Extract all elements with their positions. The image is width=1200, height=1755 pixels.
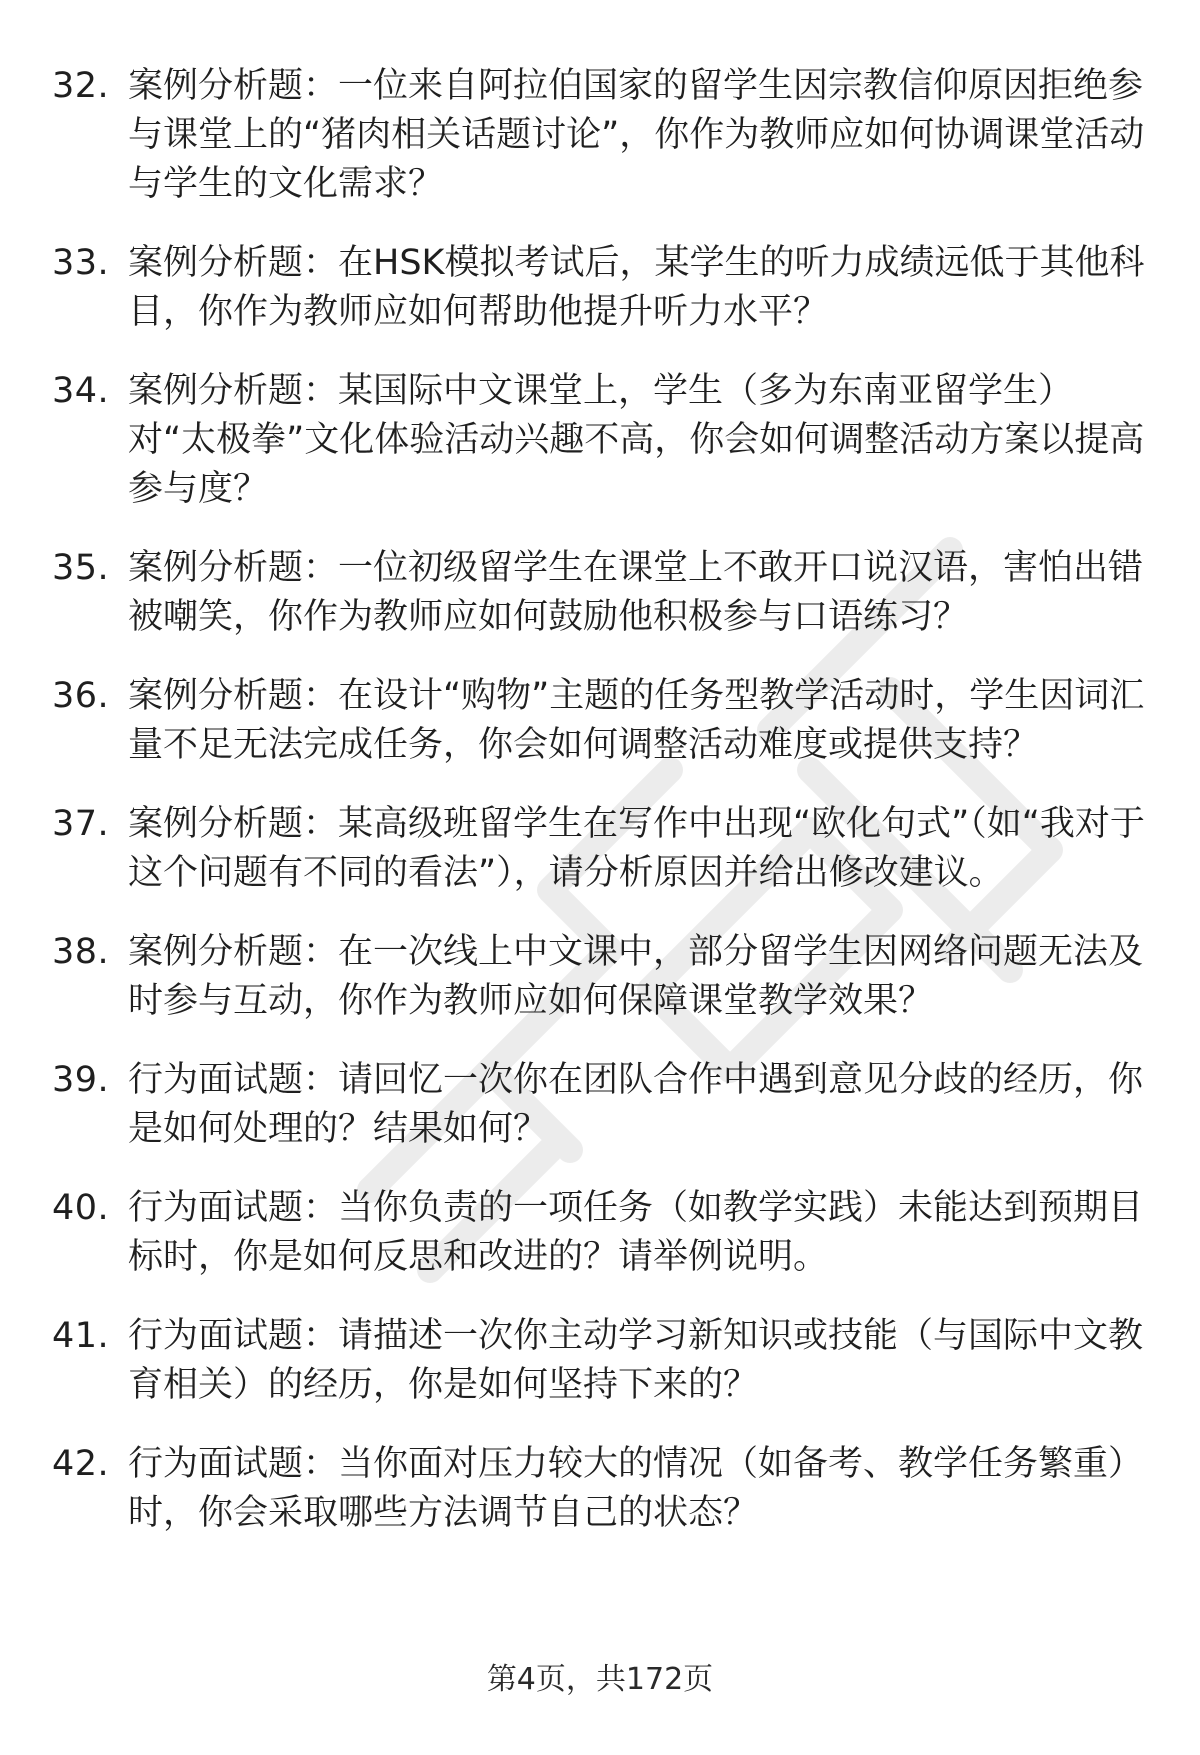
question-text: 案例分析题：在HSK模拟考试后，某学生的听力成绩远低于其他科目，你作为教师应如何帮助他提升听力水平？	[128, 243, 1145, 332]
question-number: 32.	[52, 66, 110, 106]
question-text: 案例分析题：某高级班留学生在写作中出现“欧化句式”（如“我对于这个问题有不同的看法”），请分析原因并给出修改建议。	[128, 804, 1145, 893]
question-item	[52, 800, 1152, 898]
question-item	[52, 367, 1152, 514]
question-item	[52, 1056, 1152, 1154]
question-text: 行为面试题：请回忆一次你在团队合作中遇到意见分歧的经历，你是如何处理的？结果如何？	[128, 1060, 1144, 1149]
question-text: 行为面试题：请描述一次你主动学习新知识或技能（与国际中文教育相关）的经历，你是如何坚持下来的？	[128, 1316, 1144, 1405]
question-item	[52, 1312, 1152, 1410]
question-item	[52, 928, 1152, 1026]
question-item	[52, 1440, 1152, 1538]
question-text: 案例分析题：在一次线上中文课中，部分留学生因网络问题无法及时参与互动，你作为教师应如何保障课堂教学效果？	[128, 932, 1144, 1021]
question-text: 案例分析题：一位初级留学生在课堂上不敢开口说汉语，害怕出错被嘲笑，你作为教师应如何鼓励他积极参与口语练习？	[128, 548, 1144, 637]
page-footer: 第4页，共172页	[486, 1662, 714, 1697]
question-text: 案例分析题：某国际中文课堂上，学生（多为东南亚留学生）对“太极拳”文化体验活动兴趣不高，你会如何调整活动方案以提高参与度？	[128, 371, 1145, 509]
question-number: 33.	[52, 243, 110, 283]
question-number: 38.	[52, 932, 110, 972]
question-item	[52, 1184, 1152, 1282]
question-item	[52, 672, 1152, 770]
question-number: 41.	[52, 1316, 110, 1356]
question-text: 案例分析题：在设计“购物”主题的任务型教学活动时，学生因词汇量不足无法完成任务，你会如何调整活动难度或提供支持？	[128, 676, 1145, 765]
question-number: 34.	[52, 371, 110, 411]
question-number: 35.	[52, 548, 110, 588]
question-number: 36.	[52, 676, 110, 716]
question-list	[52, 62, 1152, 1568]
question-text: 案例分析题：一位来自阿拉伯国家的留学生因宗教信仰原因拒绝参与课堂上的“猪肉相关话题讨论”，你作为教师应如何协调课堂活动与学生的文化需求？	[128, 66, 1145, 204]
question-item	[52, 239, 1152, 337]
question-number: 42.	[52, 1444, 110, 1484]
question-text: 行为面试题：当你负责的一项任务（如教学实践）未能达到预期目标时，你是如何反思和改进的？请举例说明。	[128, 1188, 1144, 1277]
question-item	[52, 544, 1152, 642]
question-number: 40.	[52, 1188, 110, 1228]
question-item	[52, 62, 1152, 209]
question-number: 37.	[52, 804, 110, 844]
question-text: 行为面试题：当你面对压力较大的情况（如备考、教学任务繁重）时，你会采取哪些方法调节自己的状态？	[128, 1444, 1144, 1533]
question-number: 39.	[52, 1060, 110, 1100]
